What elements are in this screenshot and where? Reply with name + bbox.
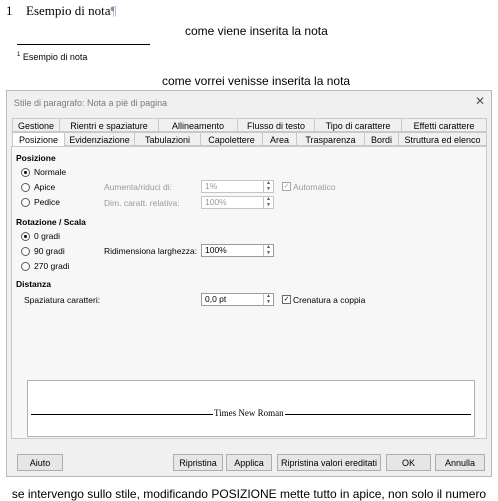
close-icon[interactable]: ✕ xyxy=(474,94,485,108)
checkbox-crenatura[interactable]: ✓ xyxy=(283,296,290,303)
char-spacing-label: Spaziatura caratteri: xyxy=(24,295,101,305)
radio-270-gradi-label: 270 gradi xyxy=(34,261,70,271)
raise-lower-spinbox[interactable] xyxy=(201,180,274,193)
raise-lower-label: Aumenta/riduci di: xyxy=(104,182,173,192)
radio-pedice[interactable] xyxy=(21,198,30,207)
tab-bordi[interactable]: Bordi xyxy=(364,132,399,146)
caption-desired: come vorrei venisse inserita la nota xyxy=(162,74,351,88)
char-spacing-spinbox[interactable] xyxy=(201,293,274,306)
reset-button[interactable]: Ripristina xyxy=(173,454,223,471)
spin-arrows-icon[interactable]: ▲ ▼ xyxy=(263,294,273,305)
radio-apice[interactable] xyxy=(21,183,30,192)
caption-current: come viene inserita la nota xyxy=(185,24,328,38)
tab-trasparenza[interactable]: Trasparenza xyxy=(296,132,365,146)
radio-270-gradi[interactable] xyxy=(21,262,30,271)
footnote xyxy=(17,52,87,62)
section-distanza-heading: Distanza xyxy=(16,279,51,289)
tab-tipo-carattere[interactable]: Tipo di carattere xyxy=(314,118,402,132)
radio-apice-label: Apice xyxy=(34,182,56,192)
radio-0-gradi[interactable] xyxy=(21,232,30,241)
automatico-label: Automatico xyxy=(293,182,336,192)
section-posizione-heading: Posizione xyxy=(16,153,56,163)
crenatura-label: Crenatura a coppia xyxy=(293,295,366,305)
tab-allineamento[interactable]: Allineamento xyxy=(158,118,238,132)
tab-flusso-testo[interactable]: Flusso di testo xyxy=(237,118,315,132)
spin-arrows-icon[interactable]: ▲ ▼ xyxy=(263,181,273,192)
tab-gestione[interactable]: Gestione xyxy=(12,118,60,132)
tab-struttura-elenco[interactable]: Struttura ed elenco xyxy=(398,132,487,146)
tab-area[interactable]: Area xyxy=(262,132,297,146)
radio-90-gradi[interactable] xyxy=(21,247,30,256)
dialog-title: Stile di paragrafo: Nota a piè di pagina xyxy=(14,98,168,108)
footnote-text: Esempio di nota xyxy=(22,52,88,62)
ok-button[interactable]: OK xyxy=(386,454,431,471)
relative-size-value: 100% xyxy=(205,197,227,207)
tab-panel-posizione xyxy=(11,146,487,439)
help-button[interactable]: Aiuto xyxy=(17,454,63,471)
radio-90-gradi-label: 90 gradi xyxy=(34,246,65,256)
cancel-button[interactable]: Annulla xyxy=(435,454,485,471)
tab-rientri-spaziature[interactable]: Rientri e spaziature xyxy=(59,118,159,132)
tab-effetti-carattere[interactable]: Effetti carattere xyxy=(401,118,487,132)
scale-width-label: Ridimensiona larghezza: xyxy=(104,246,198,256)
caption-bottom: se intervengo sullo stile, modificando POSIZIONE mette tutto in apice, non solo il numero xyxy=(11,487,487,501)
footnote-number: 1 xyxy=(17,52,21,58)
radio-0-gradi-label: 0 gradi xyxy=(34,231,60,241)
paragraph-style-dialog xyxy=(6,90,492,477)
relative-size-label: Dim. caratt. relativa: xyxy=(104,198,180,208)
line-number: 1 xyxy=(6,3,13,18)
reset-inherited-button[interactable]: Ripristina valori ereditati xyxy=(277,454,381,471)
tab-posizione[interactable]: Posizione xyxy=(12,132,65,147)
raise-lower-value: 1% xyxy=(205,181,218,191)
tab-tabulazioni[interactable]: Tabulazioni xyxy=(134,132,201,146)
preview-font-name: Times New Roman xyxy=(214,408,284,418)
pilcrow-mark: ¶ xyxy=(110,3,117,18)
document-line-text: Esempio di nota xyxy=(26,3,111,18)
tab-evidenziazione[interactable]: Evidenziazione xyxy=(64,132,135,146)
checkbox-automatico[interactable]: ✓ xyxy=(283,183,290,190)
relative-size-spinbox[interactable] xyxy=(201,196,274,209)
document-first-line xyxy=(6,3,116,19)
scale-width-value: 100% xyxy=(205,245,227,255)
section-rotazione-heading: Rotazione / Scala xyxy=(16,217,86,227)
apply-button[interactable]: Applica xyxy=(226,454,272,471)
preview-box xyxy=(27,380,475,437)
footnote-separator xyxy=(17,44,150,45)
tab-capolettere[interactable]: Capolettere xyxy=(200,132,263,146)
spin-arrows-icon[interactable]: ▲ ▼ xyxy=(263,245,273,256)
radio-normale-label: Normale xyxy=(34,167,67,177)
spin-arrows-icon[interactable]: ▲ ▼ xyxy=(263,197,273,208)
radio-normale[interactable] xyxy=(21,168,30,177)
char-spacing-value: 0,0 pt xyxy=(205,294,227,304)
scale-width-spinbox[interactable] xyxy=(201,244,274,257)
radio-pedice-label: Pedice xyxy=(34,197,60,207)
